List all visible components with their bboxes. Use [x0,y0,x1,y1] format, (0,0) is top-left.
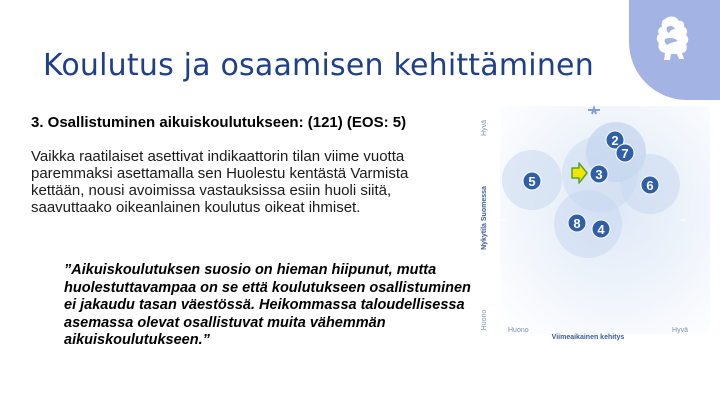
marker-label: 5 [528,174,536,189]
matrix-marker-7 [616,144,634,162]
cluster-halo [554,190,622,258]
y-axis-bottom-label: Huono [481,309,488,331]
matrix-marker-5 [523,172,541,190]
body-paragraph: Vaikka raatilaiset asettivat indikaattorin tilan viime vuotta paremmaksi asettamalla sen Huolestu kentästä Varmista kettään, nousi avoimissa vastauksissa esiin huoli siitä, saavuttaako oikeanlainen koulutus oikeat ihmiset. [31,148,409,216]
indicator-heading: 3. Osallistuminen aikuiskoulutukseen: (121) (EOS: 5) [31,114,407,131]
marker-label: 8 [573,216,581,231]
y-axis-label: Nykytila Suomessa [481,186,488,250]
indicator-matrix [474,100,712,345]
respondent-quote: ”Aikuiskoulutuksen suosio on hieman hiipunut, mutta huolestuttavampaa on se että koulutukseen osallistuminen ei jakaudu tasan väestössä. Heikommassa taloudellisessa asemassa olevat osallistuvat muita vähemmän aikuiskoulutukseen.” [64,262,471,348]
marker-label: 7 [621,146,629,161]
slide-title: Koulutus ja osaamisen kehittäminen [43,48,594,83]
matrix-marker-4 [592,220,610,238]
matrix-marker-3 [590,165,608,183]
x-axis-label: Viimeaikainen kehitys [551,334,625,341]
lion-emblem-icon [651,15,695,63]
matrix-marker-6 [641,176,659,194]
matrix-marker-8 [568,214,586,232]
x-axis-right-label: Hyvä [672,327,688,334]
y-axis-top-label: Hyvä [481,120,488,136]
marker-label: 6 [646,178,654,193]
marker-label: 2 [611,133,619,148]
x-axis-left-label: Huono [508,327,529,334]
marker-label: 3 [595,167,603,182]
marker-label: 4 [597,222,605,237]
